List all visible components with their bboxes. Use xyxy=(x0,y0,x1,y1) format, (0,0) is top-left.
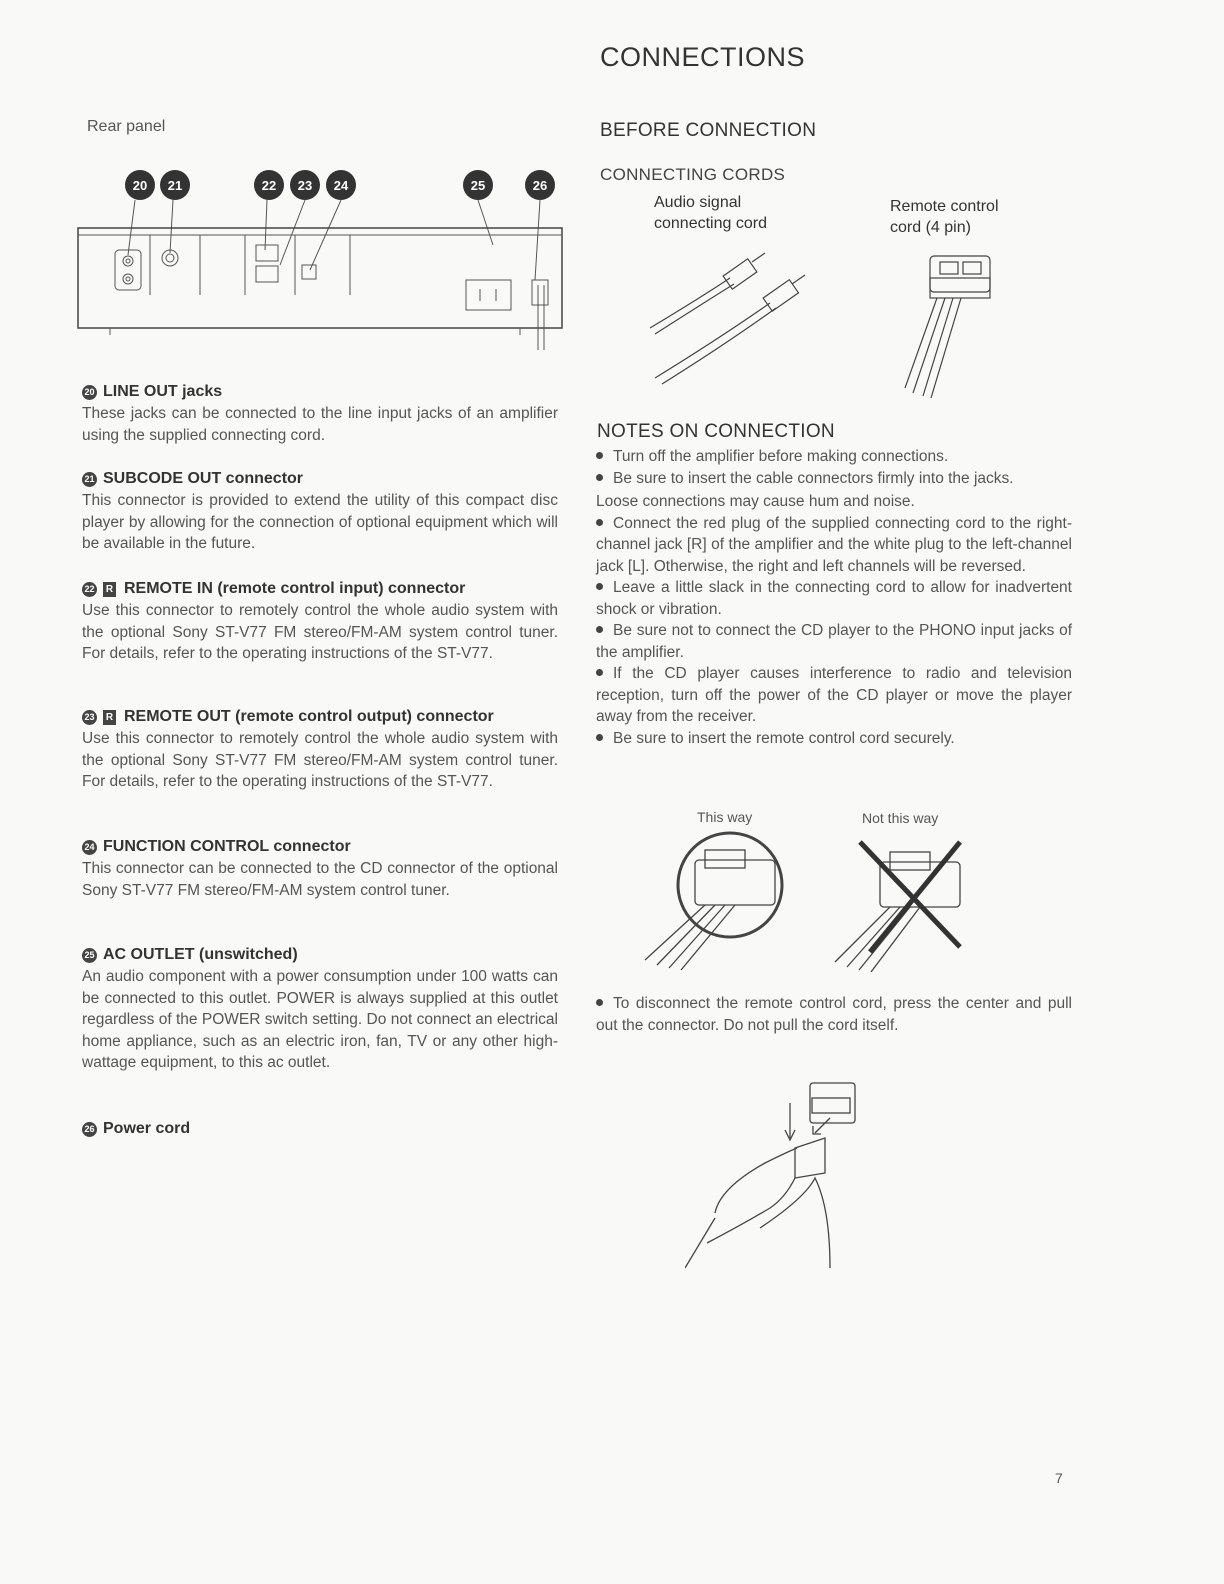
remote-cord-illustration xyxy=(885,248,1010,398)
item-title: REMOTE OUT (remote control output) connector xyxy=(124,708,494,725)
item-text: An audio component with a power consumption under 100 watts can be connected to this outlet. POWER is always supplied at this outlet regardless of the POWER switch setting. Do not connect an electrical home appliance, such as an electric iron, fan, TV or any other high-wattage equipment, to this ac outlet. xyxy=(82,968,558,1071)
callout-number: 20 xyxy=(82,385,97,400)
bullet-icon xyxy=(596,583,603,590)
audio-cord-illustration xyxy=(640,248,820,388)
remote-badge-icon: R xyxy=(103,710,116,725)
item-title: SUBCODE OUT connector xyxy=(103,470,304,487)
not-this-way-illustration xyxy=(825,832,985,972)
item-24 xyxy=(82,838,558,901)
audio-cord-label-line2: connecting cord xyxy=(654,215,767,232)
remote-cord-label-line2: cord (4 pin) xyxy=(890,219,971,236)
remote-cord-label-line1: Remote control xyxy=(890,198,999,215)
callout-21-label: 21 xyxy=(167,178,183,193)
item-title: AC OUTLET (unswitched) xyxy=(103,946,298,963)
callout-number: 23 xyxy=(82,710,97,725)
item-text: This connector can be connected to the CD connector of the optional Sony ST-V77 FM stereo/FM-AM system control tuner. xyxy=(82,860,558,899)
page-number: 7 xyxy=(1055,1470,1063,1486)
note-item: Be sure to insert the cable connectors firmly into the jacks. xyxy=(596,468,1072,490)
before-connection-heading: BEFORE CONNECTION xyxy=(600,120,817,141)
bullet-icon xyxy=(596,626,603,633)
rear-panel-illustration xyxy=(70,165,580,360)
bullet-icon xyxy=(596,669,603,676)
disconnect-note: To disconnect the remote control cord, press the center and pull out the connector. Do not pull the cord itself. xyxy=(596,995,1072,1034)
audio-cord-label xyxy=(654,192,767,234)
this-way-illustration xyxy=(625,830,795,970)
remote-badge-icon: R xyxy=(103,582,116,597)
item-title: FUNCTION CONTROL connector xyxy=(103,838,351,855)
item-26 xyxy=(82,1120,558,1140)
item-22 xyxy=(82,580,558,665)
not-this-way-label: Not this way xyxy=(862,810,939,826)
this-way-label: This way xyxy=(697,809,753,825)
item-25 xyxy=(82,946,558,1074)
callout-number: 21 xyxy=(82,472,97,487)
notes-body xyxy=(596,446,1072,749)
bullet-icon xyxy=(596,999,603,1006)
callout-22-label: 22 xyxy=(261,178,277,193)
item-21 xyxy=(82,470,558,555)
note-item: Loose connections may cause hum and noise. xyxy=(596,493,915,510)
bullet-icon xyxy=(596,734,603,741)
item-23 xyxy=(82,708,558,793)
remote-cord-label xyxy=(890,196,999,238)
bullet-icon xyxy=(596,474,603,481)
callout-number: 22 xyxy=(82,582,97,597)
note-item: Connect the red plug of the supplied connecting cord to the right-channel jack [R] of the amplifier and the white plug to the left-channel jack [L]. Otherwise, the right and left channels will be reversed. xyxy=(596,514,1072,575)
item-20 xyxy=(82,383,558,446)
note-item: Turn off the amplifier before making connections. xyxy=(596,446,1072,468)
note-item: Be sure to insert the remote control cord securely. xyxy=(596,728,1072,750)
bullet-icon xyxy=(596,519,603,526)
notes-heading: NOTES ON CONNECTION xyxy=(597,421,835,442)
note-item: If the CD player causes interference to radio and television reception, turn off the power of the CD player or move the player away from the receiver. xyxy=(596,665,1072,725)
disconnect-illustration xyxy=(685,1078,875,1273)
bullet-icon xyxy=(596,452,603,459)
item-text: Use this connector to remotely control the whole audio system with the optional Sony ST-V77 FM stereo/FM-AM system control tuner. For details, refer to the operating instructions of the ST-V77. xyxy=(82,730,558,790)
callout-26-label: 26 xyxy=(532,178,548,193)
callout-number: 24 xyxy=(82,840,97,855)
page-title: CONNECTIONS xyxy=(600,42,806,72)
note-item: Be sure not to connect the CD player to the PHONO input jacks of the amplifier. xyxy=(596,622,1072,661)
callout-23-label: 23 xyxy=(297,178,313,193)
note-item: Leave a little slack in the connecting cord to allow for inadvertent shock or vibration. xyxy=(596,579,1072,618)
item-title: REMOTE IN (remote control input) connector xyxy=(124,580,466,597)
item-title: LINE OUT jacks xyxy=(103,383,223,400)
callout-25-label: 25 xyxy=(470,178,486,193)
audio-cord-label-line1: Audio signal xyxy=(654,194,742,211)
callout-20-label: 20 xyxy=(132,178,148,193)
callout-number: 25 xyxy=(82,948,97,963)
item-text: This connector is provided to extend the utility of this compact disc player by allowing for the connection of optional equipment which will be available in the future. xyxy=(82,492,558,552)
item-text: These jacks can be connected to the line input jacks of an amplifier using the supplied connecting cord. xyxy=(82,405,558,444)
callout-number: 26 xyxy=(82,1122,97,1137)
callout-24-label: 24 xyxy=(333,178,349,193)
item-title: Power cord xyxy=(103,1120,191,1137)
rear-panel-label: Rear panel xyxy=(87,118,166,135)
connecting-cords-heading: CONNECTING CORDS xyxy=(600,165,786,184)
item-text: Use this connector to remotely control the whole audio system with the optional Sony ST-V77 FM stereo/FM-AM system control tuner. For details, refer to the operating instructions of the ST-V77. xyxy=(82,602,558,662)
